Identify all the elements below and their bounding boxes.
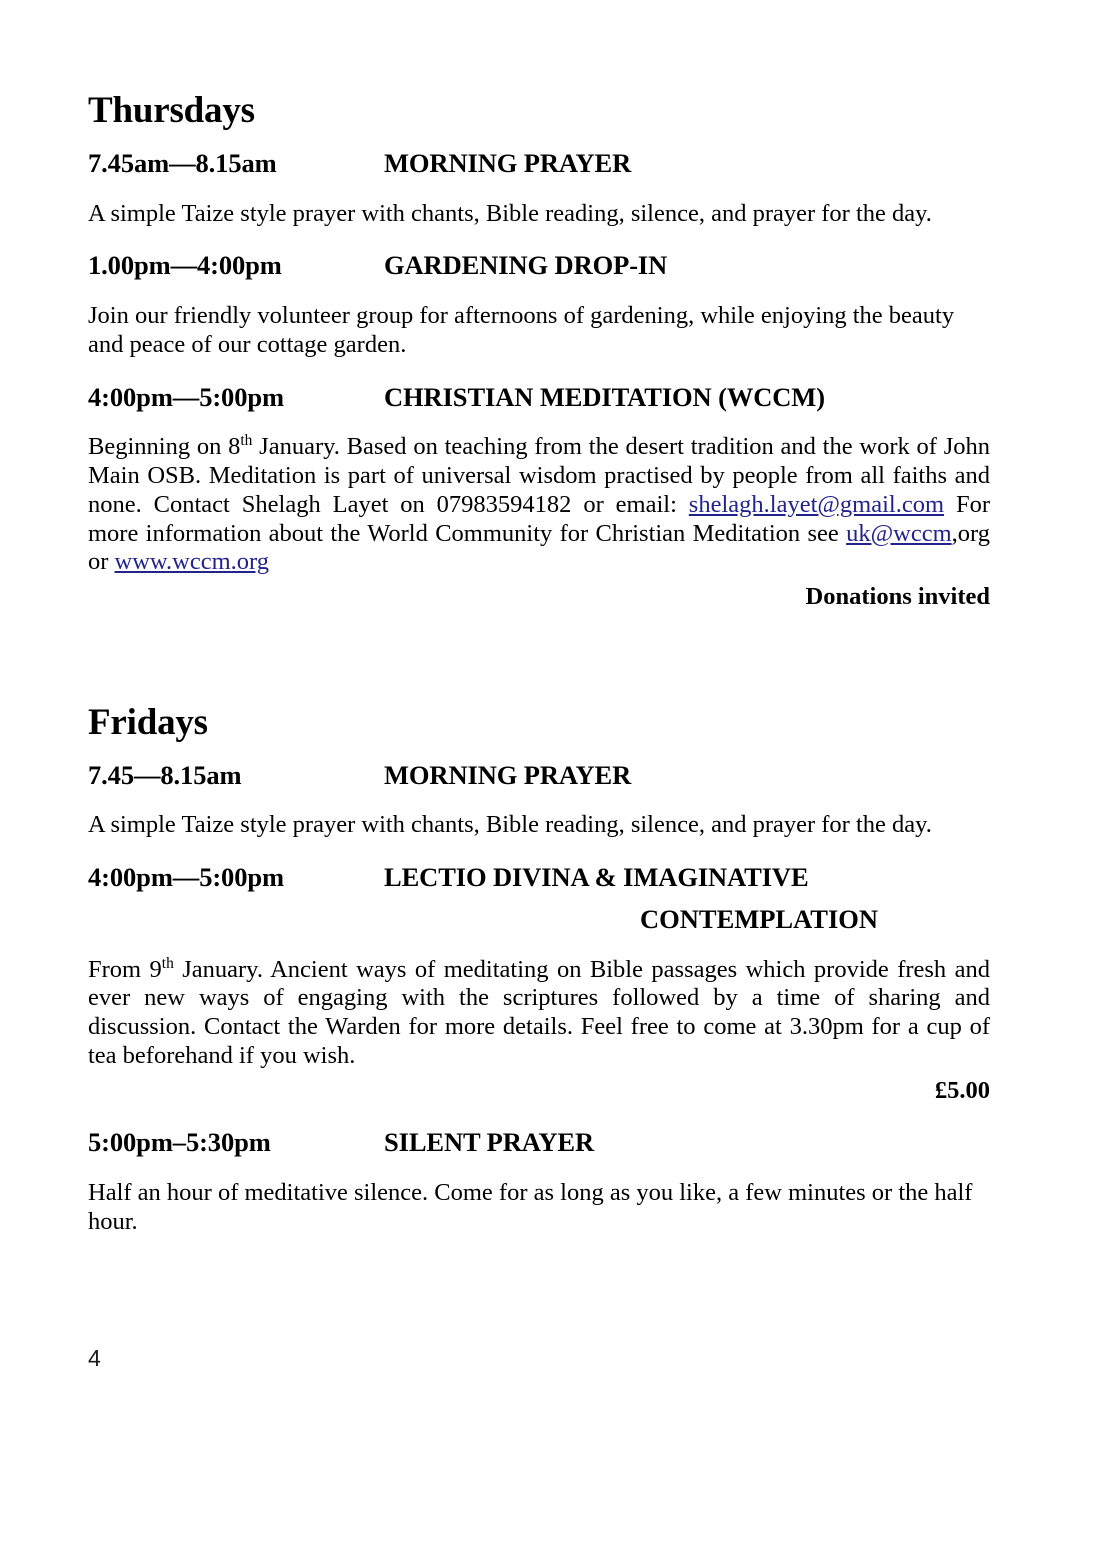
document-page <box>88 0 990 1551</box>
section-heading-fridays: Fridays <box>88 701 208 743</box>
event-description: A simple Taize style prayer with chants, Bible reading, silence, and prayer for the day. <box>88 811 932 839</box>
description-text-part: For more information about the World Community for Christian Meditation see <box>88 490 990 547</box>
event-title: GARDENING DROP-IN <box>384 250 668 281</box>
event-time: 7.45am—8.15am <box>88 147 277 178</box>
donations-note: Donations invited <box>805 583 990 611</box>
event-time: 5:00pm–5:30pm <box>88 1127 271 1158</box>
description-text-part: From 9 <box>88 955 162 983</box>
ordinal-suffix: th <box>240 432 253 450</box>
email-link[interactable]: shelagh.layet@gmail.com <box>688 490 945 518</box>
description-text-part: Beginning on 8 <box>88 433 241 461</box>
event-heading-row <box>88 1128 990 1158</box>
description-text-part: ,org or <box>88 519 990 576</box>
ordinal-suffix: th <box>161 954 174 972</box>
event-title-line-2: CONTEMPLATION <box>640 903 879 934</box>
event-title: CHRISTIAN MEDITATION (WCCM) <box>384 381 825 412</box>
event-heading-row <box>88 383 990 413</box>
event-description: Join our friendly volunteer group for afternoons of gardening, while enjoying the beauty and peace of our cottage garden. <box>88 301 955 358</box>
event-description <box>88 956 990 1071</box>
event-heading-row <box>88 149 990 179</box>
event-description: A simple Taize style prayer with chants, Bible reading, silence, and prayer for the day. <box>88 199 932 227</box>
section-heading-thursdays: Thursdays <box>88 90 255 131</box>
event-title: MORNING PRAYER <box>384 759 632 790</box>
description-text-part: January. Ancient ways of meditating on Bible passages which provide fresh and ever new ways of engaging with the scriptures followed by a time of sharing and discussion. Contact the Warden for more details. Feel free to come at 3.30pm for a cup of tea beforehand if you wish. <box>88 955 991 1069</box>
event-time: 4:00pm—5:00pm <box>88 862 284 893</box>
event-title: SILENT PRAYER <box>384 1127 595 1158</box>
event-description <box>88 433 990 577</box>
event-heading-row <box>88 251 990 281</box>
event-description: Half an hour of meditative silence. Come for as long as you like, a few minutes or the half hour. <box>88 1179 973 1235</box>
event-title: MORNING PRAYER <box>384 147 632 178</box>
description-text-part: January. Based on teaching from the desert tradition and the work of John Main OSB. Meditation is part of universal wisdom practised by people from all faiths and none. Contact Shelagh Layet on 07983594182 or email: <box>88 433 990 518</box>
event-heading-row <box>88 761 990 791</box>
page-number: 4 <box>88 1345 101 1371</box>
price-note: £5.00 <box>934 1076 990 1104</box>
event-time: 7.45—8.15am <box>88 759 242 790</box>
event-heading-row <box>88 863 990 893</box>
wccm-email-link[interactable]: uk@wccm <box>846 519 952 547</box>
event-title: LECTIO DIVINA & IMAGINATIVE <box>384 862 809 893</box>
event-time: 4:00pm—5:00pm <box>88 381 284 412</box>
event-time: 1.00pm—4:00pm <box>88 250 282 281</box>
wccm-website-link[interactable]: www.wccm.org <box>114 548 269 576</box>
